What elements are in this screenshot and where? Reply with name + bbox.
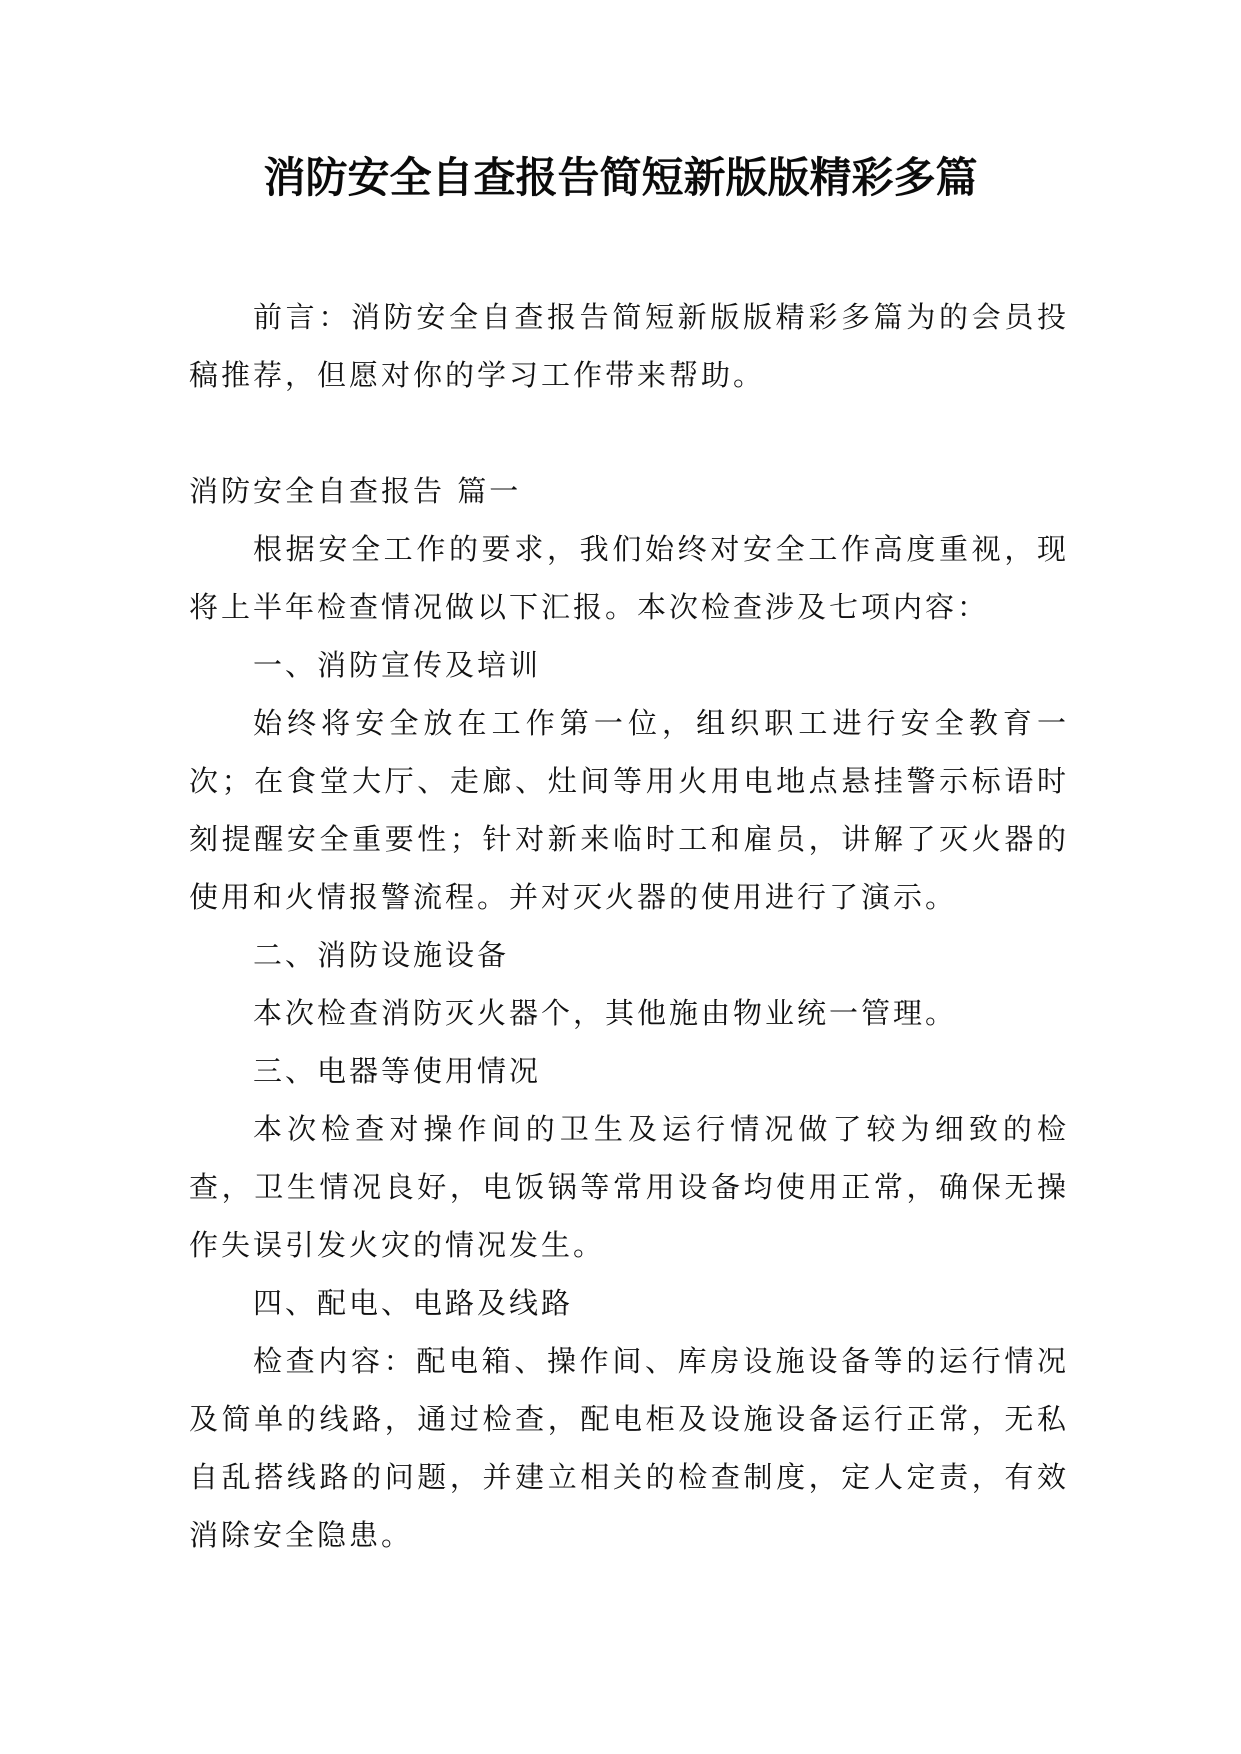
- document-body: [189, 288, 1069, 1564]
- item2-paragraph: 本次检查消防灭火器个，其他施由物业统一管理。: [253, 996, 958, 1030]
- preface-paragraph: 前言：消防安全自查报告简短新版版精彩多篇为的会员投稿推荐，但愿对你的学习工作带来帮助。: [189, 300, 1069, 392]
- intro-paragraph: 根据安全工作的要求，我们始终对安全工作高度重视，现将上半年检查情况做以下汇报。本次检查涉及七项内容：: [189, 532, 1069, 624]
- section-heading: 消防安全自查报告 篇一: [189, 474, 522, 508]
- item1-heading: 一、消防宣传及培训: [253, 648, 542, 682]
- item4-heading: 四、配电、电路及线路: [253, 1286, 574, 1320]
- document-title: 消防安全自查报告简短新版版精彩多篇: [263, 153, 978, 202]
- item3-paragraph: 本次检查对操作间的卫生及运行情况做了较为细致的检查，卫生情况良好，电饭锅等常用设备均使用正常，确保无操作失误引发火灾的情况发生。: [189, 1112, 1069, 1262]
- item2-heading: 二、消防设施设备: [253, 938, 510, 972]
- item1-paragraph: 始终将安全放在工作第一位，组织职工进行安全教育一次；在食堂大厅、走廊、灶间等用火用电地点悬挂警示标语时刻提醒安全重要性；针对新来临时工和雇员，讲解了灭火器的使用和火情报警流程。并对灭火器的使用进行了演示。: [189, 706, 1069, 914]
- item3-heading: 三、电器等使用情况: [253, 1054, 542, 1088]
- paragraph-spacer: [189, 404, 1069, 462]
- item4-paragraph: 检查内容：配电箱、操作间、库房设施设备等的运行情况及简单的线路，通过检查，配电柜及设施设备运行正常，无私自乱搭线路的问题，并建立相关的检查制度，定人定责，有效消除安全隐患。: [189, 1344, 1069, 1552]
